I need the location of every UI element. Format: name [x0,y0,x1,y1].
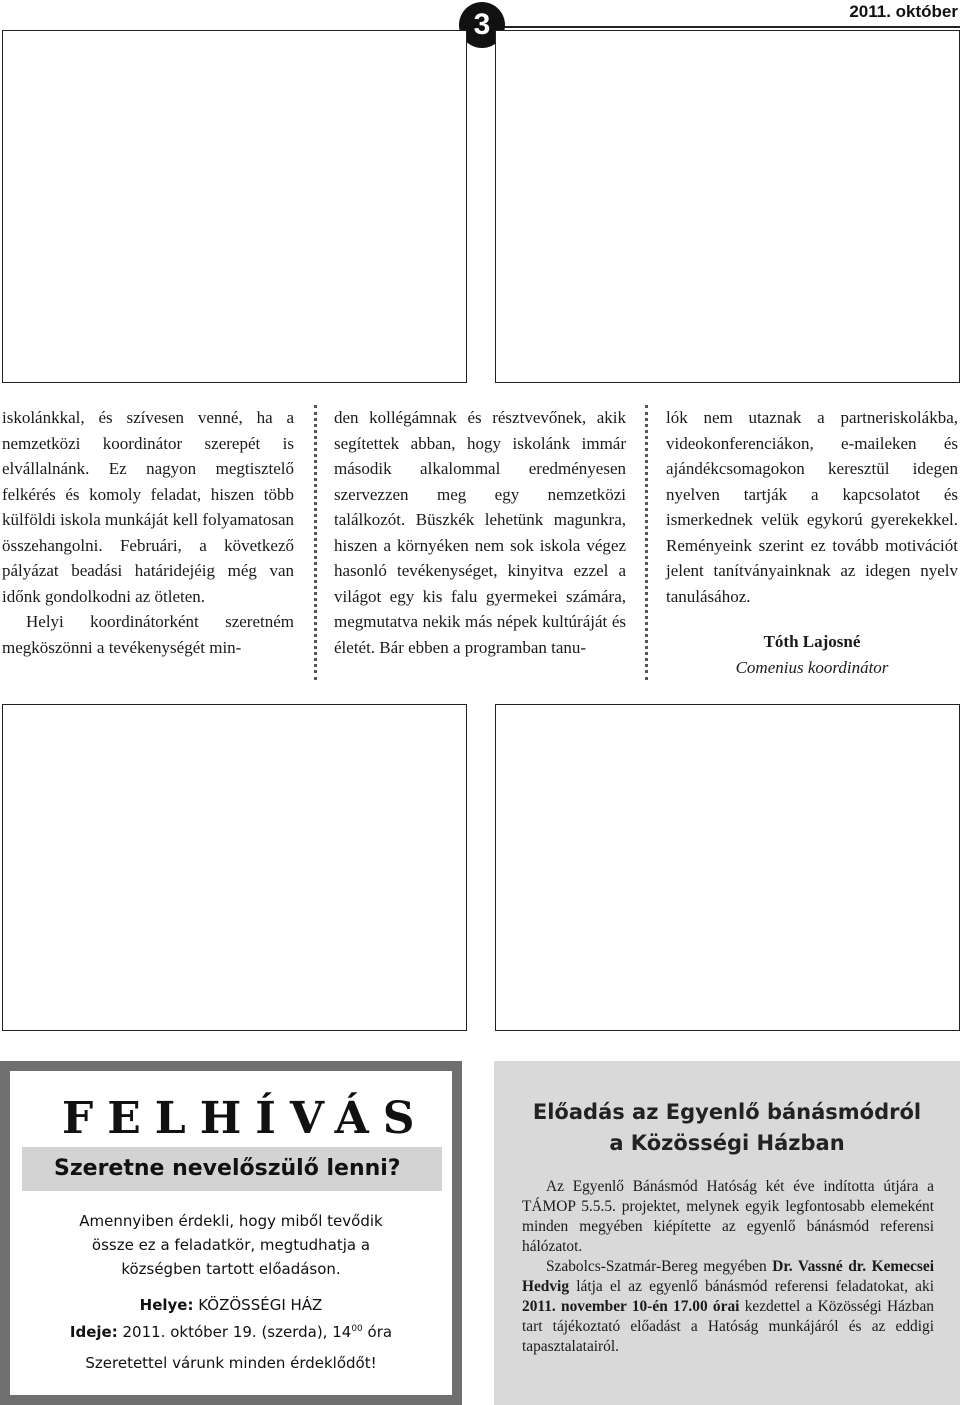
photo-top-right [495,30,960,383]
article-column-1 [2,405,294,660]
article-paragraph: Helyi koordinátorként szeretném megköszönni a tevékenységét min- [2,612,294,657]
eloadas-title-line-2: a Közösségi Házban [609,1131,845,1155]
felhivas-notice [0,1061,462,1405]
photo-middle-right [495,704,960,1031]
eloadas-notice [494,1061,960,1405]
photo-middle-left [2,704,467,1031]
eloadas-p2-mid: látja el az egyenlő bánásmód referensi feladatokat, aki [576,1278,934,1295]
felhivas-subtitle: Szeretne nevelőszülő lenni? [22,1147,442,1191]
time-value: 2011. október 19. (szerda), 14 [122,1323,352,1341]
eloadas-p2-start: Szabolcs-Szatmár-Bereg megyében [546,1258,767,1275]
event-date: 2011. november 10-én 17.00 órai [522,1298,740,1315]
article-paragraph: lók nem utaznak a partneriskolákba, videokonferenciákon, e-maileken és ajándékcsomagokon keresztül idegen nyelven tartják a kapcsolatot és ismerkednek velük egykorú gyerekekkel. Reményeink szerint ez tovább motivációt jelent tanítványainknak az idegen nyelv tanulásához. [666,408,958,606]
header-rule [500,26,960,28]
time-label: Ideje: [69,1323,118,1341]
issue-date: 2011. október [849,2,958,21]
column-divider [645,405,648,680]
article-column-3 [666,405,958,680]
article-paragraph: den kollégámnak és résztvevőnek, akik segítettek abban, hogy iskolánk immár második alkalommal eredményesen szervezzen meg egy nemzetközi találkozót. Büszkék lehetünk magunkra, hiszen a környéken nem sok iskola végez hasonló tevékenységet, kinyitva ezzel a világot egy kis falu gyermekei számára, megmutatva nekik más népek kultúráját és életét. Bár ebben a programban tanu- [334,408,626,657]
felhivas-place [10,1293,452,1317]
eloadas-title [494,1097,960,1159]
article-paragraph: iskolánkkal, és szívesen venné, ha a nemzetközi koordinátor szerepét is elvállalnánk. Ez nagyon megtisztelő felkérés és komoly feladat, hiszen több külföldi iskola munkáját kell folyamatosan összehangolni. Februári, a következő pályázat beadási határidejéig még van időnk gondolkodni az ötleten. [2,408,294,606]
eloadas-paragraph: Az Egyenlő Bánásmód Hatóság két éve indította útjára a TÁMOP 5.5.5. projektet, melynek egyik legfontosabb elemeként minden megyében kiépítette az egyenlő bánásmód referensi hálózatot. [522,1178,934,1255]
referent-name: Dr. Vassné dr. Kemecsei Hedvig [522,1258,934,1295]
time-unit: óra [367,1323,393,1341]
column-divider [314,405,317,680]
eloadas-title-line-1: Előadás az Egyenlő bánásmódról [532,1100,922,1124]
photo-top-left [2,30,467,383]
felhivas-intro: Amennyiben érdekli, hogy miből tevődik össze ez a feladatkör, megtudhatja a községben tartott előadáson. [79,1212,383,1278]
felhivas-time [10,1317,452,1344]
page-number: 3 [459,2,505,48]
eloadas-paragraph [522,1257,934,1357]
signature-role: Comenius koordinátor [735,657,889,677]
eloadas-body [522,1177,934,1357]
place-value: KÖZÖSSÉGI HÁZ [198,1296,323,1314]
felhivas-closing: Szeretettel várunk minden érdeklődőt! [85,1354,377,1372]
felhivas-title: FELHÍVÁS [62,1093,429,1144]
time-superscript: 00 [351,1324,363,1334]
article-column-2 [334,405,626,660]
signature-name: Tóth Lajosné [763,632,861,651]
eloadas-p2-end: kezdettel a Közösségi Házban tart tájékoztató előadást a Hatóság munkájáról és az eddigi tapasztalatairól. [522,1298,934,1355]
place-label: Helye: [139,1296,194,1314]
